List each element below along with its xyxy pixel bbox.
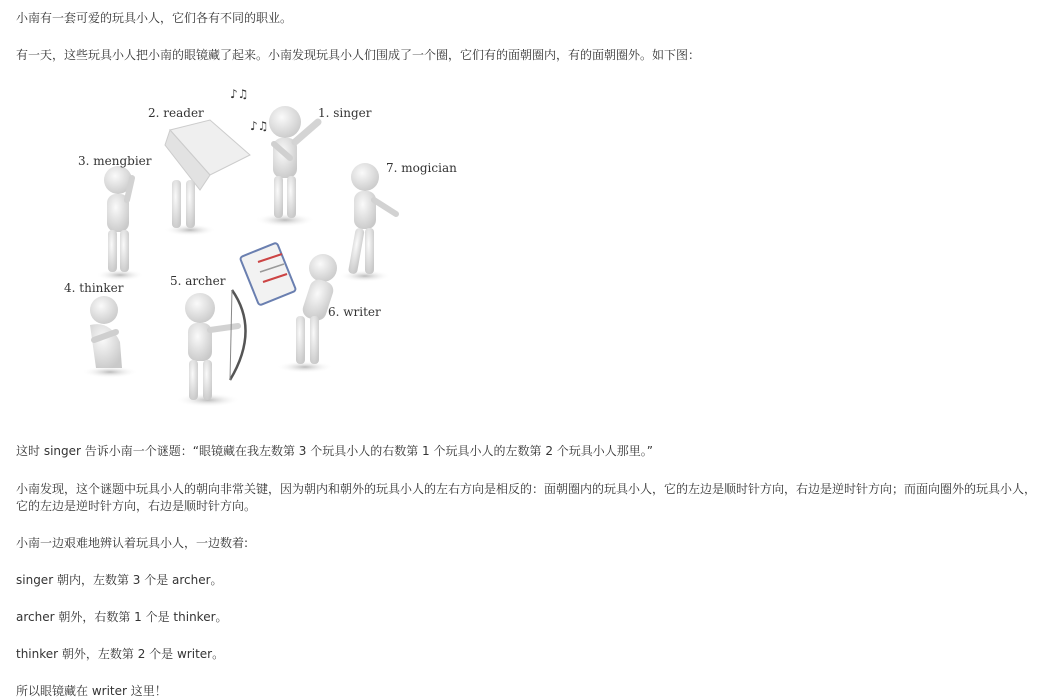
intro-paragraph: 小南有一套可爱的玩具小人，它们各有不同的职业。 (16, 11, 293, 25)
riddle-paragraph: 这时 singer 告诉小南一个谜题：“眼镜藏在我左数第 3 个玩具小人的右数第 1 个玩具小人的左数第 2 个玩具小人那里。” (16, 444, 653, 458)
reader-figure (164, 120, 250, 236)
toy-figures-illustration (60, 80, 480, 415)
singer-label: 1. singer (318, 106, 372, 120)
story-paragraph: 有一天，这些玩具小人把小南的眼镜藏了起来。小南发现玩具小人们围成了一个圈，它们有的面朝圈内，有的面朝圈外。如下图： (16, 48, 701, 62)
reader-label: 2. reader (148, 106, 204, 120)
thinker-label: 4. thinker (64, 281, 124, 295)
thinker-figure (82, 296, 138, 378)
archer-label: 5. archer (170, 274, 226, 288)
mengbier-label: 3. mengbier (78, 154, 152, 168)
writer-figure (240, 242, 337, 373)
writer-label: 6. writer (328, 305, 381, 319)
explanation-paragraph: 小南发现，这个谜题中玩具小人的朝向非常关键，因为朝内和朝外的玩具小人的左右方向是相反的：面朝圈内的玩具小人，它的左边是顺时针方向，右边是逆时针方向；而面向圈外的玩具小人，它的左边是逆时针方向，右边是顺时针方向。 (16, 482, 1037, 513)
mogician-label: 7. mogician (386, 161, 457, 175)
step-2-paragraph: archer 朝外，右数第 1 个是 thinker。 (16, 610, 228, 624)
mogician-figure (339, 163, 396, 282)
music-notes-icon: ♪♫ (230, 87, 249, 101)
archer-figure (176, 290, 246, 407)
step-1-paragraph: singer 朝内，左数第 3 个是 archer。 (16, 573, 223, 587)
mengbier-figure (96, 166, 144, 281)
step-3-paragraph: thinker 朝外，左数第 2 个是 writer。 (16, 647, 225, 661)
conclusion-paragraph: 所以眼镜藏在 writer 这里！ (16, 684, 167, 698)
music-notes-icon-small: ♪♫ (250, 119, 269, 133)
counting-paragraph: 小南一边艰难地辨认着玩具小人，一边数着: (16, 536, 249, 550)
